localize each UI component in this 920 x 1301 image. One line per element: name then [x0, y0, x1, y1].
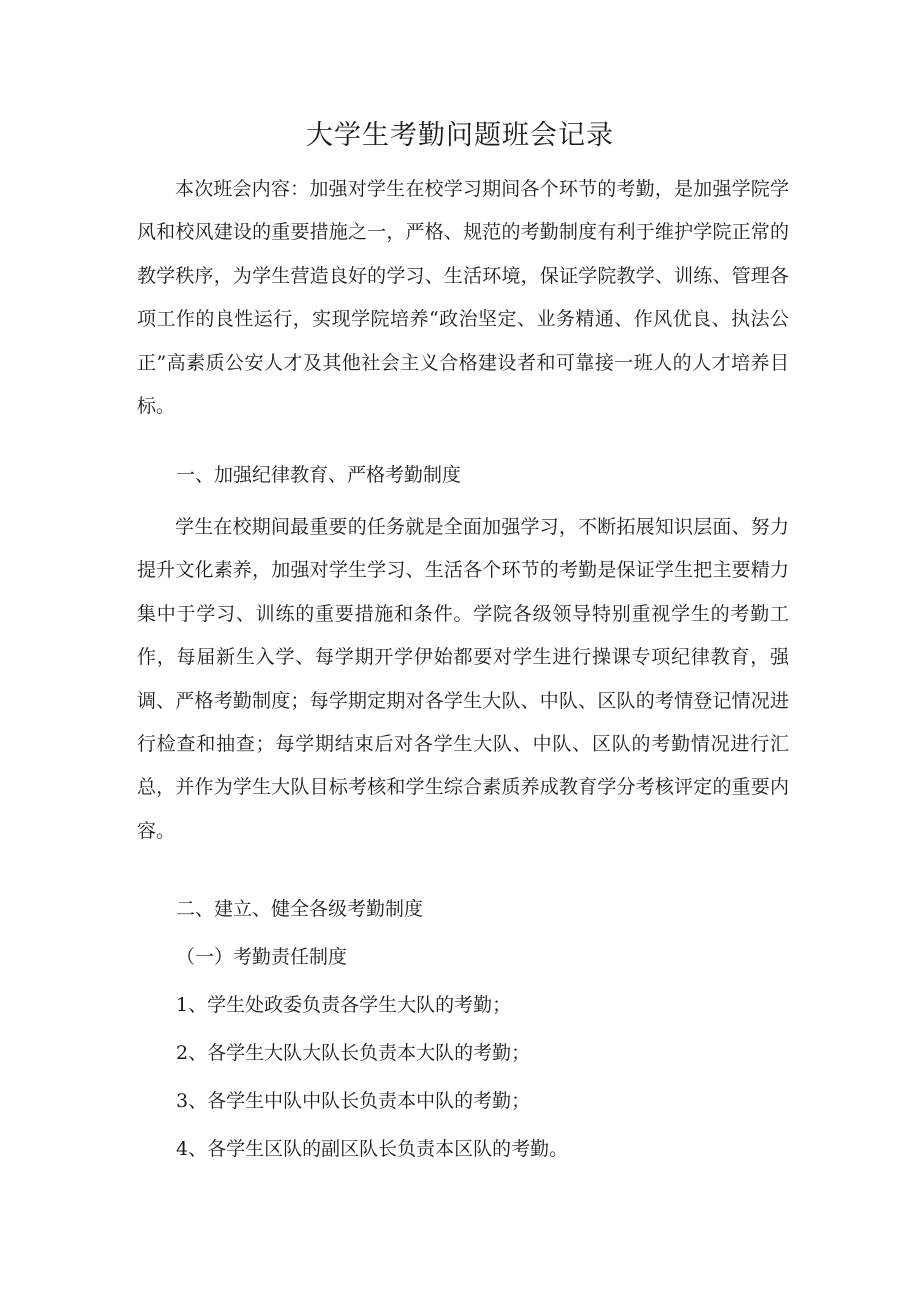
- section-2-heading: 二、建立、健全各级考勤制度: [176, 898, 424, 920]
- subsection-1-heading: （一）考勤责任制度: [176, 946, 348, 968]
- list-item: 1、学生处政委负责各学生大队的考勤；: [176, 994, 512, 1016]
- section-1-paragraph: 学生在校期间最重要的任务就是全面加强学习，不断拓展知识层面、努力提升文化素养，加强对学生学习、生活各个环节的考勤是保证学生把主要精力集中于学习、训练的重要措施和条件。学院各级领导特别重视学生的考勤工作，每届新生入学、每学期开学伊始都要对学生进行操课专项纪律教育，强调、严格考勤制度；每学期定期对各学生大队、中队、区队的考情登记情况进行检查和抽查；每学期结束后对各学生大队、中队、区队的考勤情况进行汇总，并作为学生大队目标考核和学生综合素质养成教育学分考核评定的重要内容。: [137, 516, 789, 842]
- list-item: 2、各学生大队大队长负责本大队的考勤；: [176, 1042, 531, 1064]
- document-title: 大学生考勤问题班会记录: [306, 120, 614, 151]
- list-item: 3、各学生中队中队长负责本中队的考勤；: [176, 1090, 531, 1112]
- list-item: 4、各学生区队的副区队长负责本区队的考勤。: [176, 1138, 569, 1160]
- section-1-heading: 一、加强纪律教育、严格考勤制度: [176, 464, 462, 486]
- intro-paragraph: 本次班会内容：加强对学生在校学习期间各个环节的考勤，是加强学院学风和校风建设的重要措施之一，严格、规范的考勤制度有利于维护学院正常的教学秩序，为学生营造良好的学习、生活环境，保证学院教学、训练、管理各项工作的良性运行，实现学院培养“政治坚定、业务精通、作风优良、执法公正”高素质公安人才及其他社会主义合格建设者和可靠接一班人的人才培养目标。: [137, 178, 789, 418]
